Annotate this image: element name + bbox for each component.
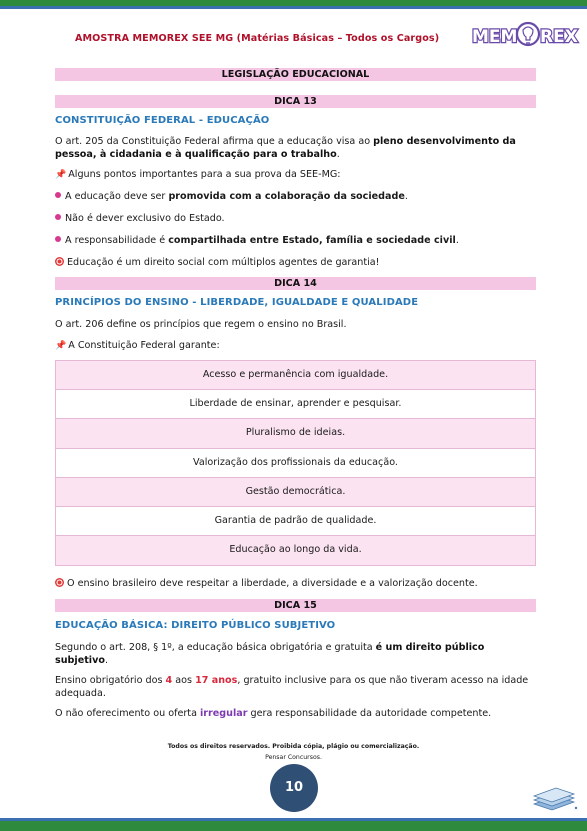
footer-rights: Todos os direitos reservados. Proibida cópia, plágio ou comercialização.	[167, 743, 420, 750]
dica-13-bar: DICA 13	[55, 95, 536, 108]
bottom-green-bar	[0, 821, 587, 831]
memorex-logo	[468, 18, 582, 52]
principles-table	[55, 360, 536, 566]
dica-13-heading: CONSTITUIÇÃO FEDERAL - EDUCAÇÃO	[55, 115, 270, 126]
dica-13-point-2: Não é dever exclusivo do Estado.	[55, 213, 225, 225]
table-row: Garantia de padrão de qualidade.	[56, 507, 535, 536]
dica-13-intro: O art. 205 da Constituição Federal afirma que a educação visa ao pleno desenvolvimento da pessoa, à cidadania e à qualificação para o trabalho.	[55, 136, 516, 160]
bullet-icon	[55, 214, 61, 220]
svg-text:MEM: MEM	[472, 27, 518, 47]
dica-14-conclusion: O ensino brasileiro deve respeitar a liberdade, a diversidade e a valorização docente.	[55, 578, 478, 590]
bullet-icon	[55, 236, 61, 242]
dica-14-lead: 📌 A Constituição Federal garante:	[55, 340, 220, 351]
dica-13-point-1: A educação deve ser promovida com a colaboração da sociedade.	[55, 191, 408, 203]
dica-15-paragraph-1: Segundo o art. 208, § 1º, a educação básica obrigatória e gratuita é um direito público subjetivo.	[55, 642, 485, 666]
table-row: Pluralismo de ideias.	[56, 419, 535, 448]
target-icon	[55, 257, 64, 266]
dica-14-intro: O art. 206 define os princípios que regem o ensino no Brasil.	[55, 319, 347, 330]
pushpin-icon: 📌	[55, 341, 67, 351]
table-row: Gestão democrática.	[56, 478, 535, 507]
table-row: Educação ao longo da vida.	[56, 536, 535, 565]
dica-13-points-lead: 📌 Alguns pontos importantes para a sua prova da SEE-MG:	[55, 169, 341, 180]
bullet-icon	[55, 192, 61, 198]
footer-brand: Pensar Concursos.	[265, 754, 322, 761]
svg-text:REX: REX	[540, 27, 578, 47]
top-blue-bar	[0, 6, 587, 9]
dica-14-bar: DICA 14	[55, 277, 536, 290]
dica-15-bar: DICA 15	[55, 599, 536, 612]
document-header-title: AMOSTRA MEMOREX SEE MG (Matérias Básicas – Todos os Cargos)	[75, 33, 440, 44]
target-icon	[55, 578, 64, 587]
books-stack-icon	[530, 786, 578, 812]
section-title-bar: LEGISLAÇÃO EDUCACIONAL	[55, 68, 536, 81]
dica-14-heading: PRINCÍPIOS DO ENSINO - LIBERDADE, IGUALDADE E QUALIDADE	[55, 297, 419, 308]
table-row: Liberdade de ensinar, aprender e pesquisar.	[56, 390, 535, 419]
table-row: Acesso e permanência com igualdade.	[56, 361, 535, 390]
dica-15-heading: EDUCAÇÃO BÁSICA: DIREITO PÚBLICO SUBJETIVO	[55, 620, 336, 631]
dica-15-paragraph-3: O não oferecimento ou oferta irregular gera responsabilidade da autoridade competente.	[55, 708, 492, 719]
dica-13-point-3: A responsabilidade é compartilhada entre Estado, família e sociedade civil.	[55, 235, 459, 247]
page-number: 10	[270, 764, 318, 812]
table-row: Valorização dos profissionais da educação.	[56, 449, 535, 478]
dica-13-conclusion: Educação é um direito social com múltiplos agentes de garantia!	[55, 257, 380, 269]
pushpin-icon: 📌	[55, 170, 67, 180]
dica-15-paragraph-2: Ensino obrigatório dos 4 aos 17 anos, gratuito inclusive para os que não tiveram acesso na idade adequada.	[55, 675, 529, 699]
